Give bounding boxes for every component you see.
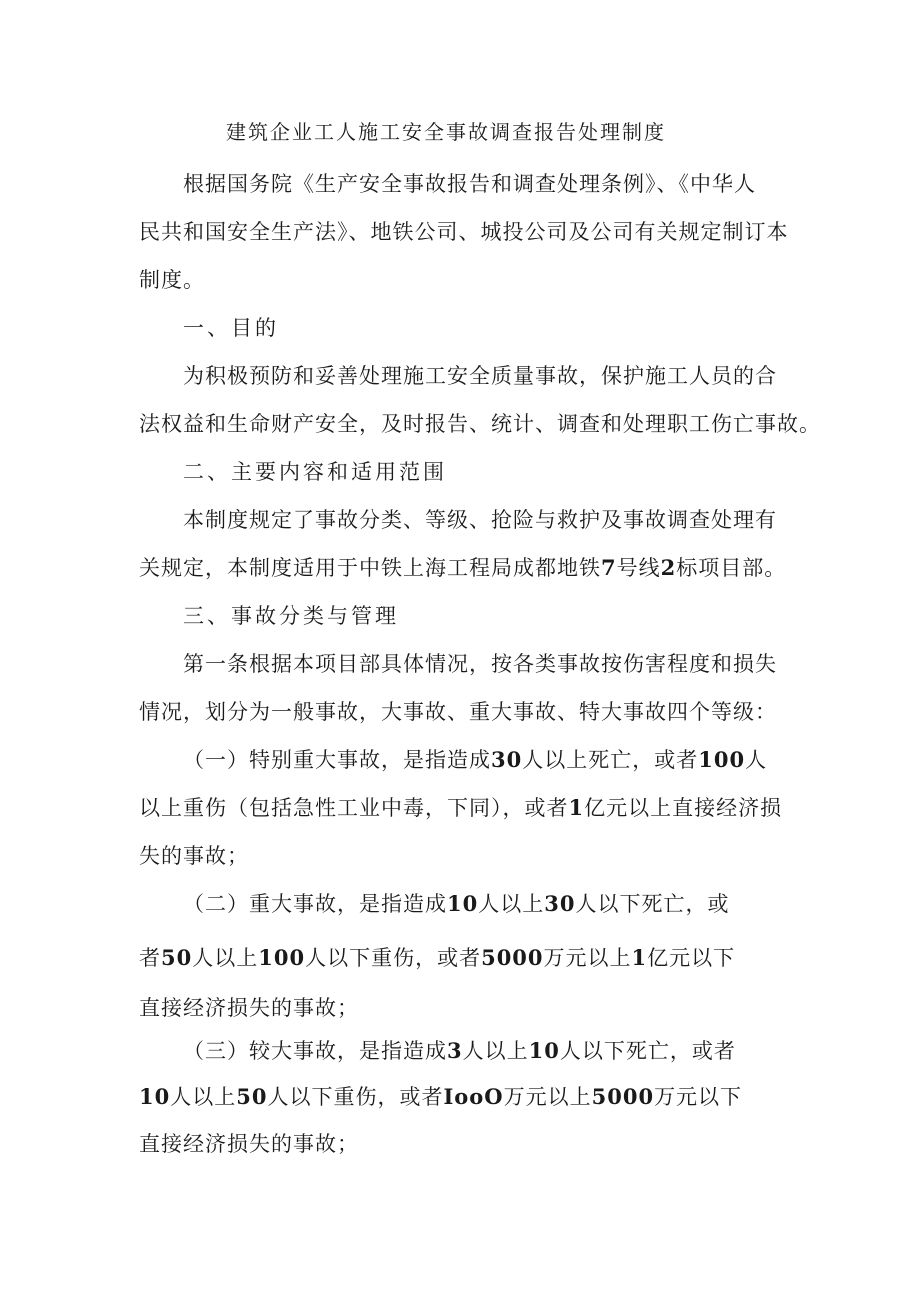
number: 2: [660, 555, 677, 580]
item-2-line-3: 直接经济损失的事故；: [139, 996, 359, 1020]
number: 10: [447, 891, 479, 916]
section-2-line-1: 本制度规定了事故分类、等级、抢险与救护及事故调查处理有: [183, 508, 777, 532]
number: 5000: [591, 1084, 655, 1109]
number: 100: [258, 945, 306, 970]
number: 7: [601, 555, 617, 580]
document-title: 建筑企业工人施工安全事故调查报告处理制度: [226, 120, 666, 144]
text-run: 人以下死亡，或者: [559, 1039, 736, 1063]
item-2-line-2: [139, 944, 735, 972]
number: 100: [698, 747, 746, 772]
number: 3: [447, 1038, 463, 1063]
section-1-line-2: 法权益和生命财产安全，及时报告、统计、调查和处理职工伤亡事故。: [139, 412, 821, 436]
text-run: 人以下重伤，或者: [305, 946, 482, 970]
text-run: 万元以下: [654, 1085, 743, 1109]
section-2-heading: 二、主要内容和适用范围: [183, 460, 447, 484]
text-run: 亿元以下: [647, 946, 736, 970]
intro-line-2: 民共和国安全生产法》、地铁公司、城投公司及公司有关规定制订本: [139, 220, 789, 244]
number: 1: [631, 945, 648, 970]
text-run: 人以上: [462, 1039, 529, 1063]
text-run: （一）特别重大事故，是指造成: [183, 748, 491, 772]
text-run: 人以上: [170, 1085, 237, 1109]
intro-line-1: 根据国务院《生产安全事故报告和调查处理条例》、《中华人: [183, 172, 756, 196]
text-run: 人以上: [192, 946, 259, 970]
item-3-line-3: 直接经济损失的事故；: [139, 1132, 359, 1156]
section-3-heading: 三、事故分类与管理: [183, 604, 399, 628]
text-run: 标项目部。: [676, 556, 787, 580]
text-run: 人以下死亡，或: [575, 892, 730, 916]
number: 10: [139, 1084, 171, 1109]
text-run: 以上重伤（包括急性工业中毒，下同），或者: [139, 796, 569, 820]
text-run: 号线: [616, 556, 661, 580]
text-run: 关规定，本制度适用于中铁上海工程局成都地铁: [139, 556, 601, 580]
text-run: 者: [139, 946, 161, 970]
section-1-line-1: 为积极预防和妥善处理施工安全质量事故，保护施工人员的合: [183, 364, 777, 388]
text-run: 万元以上: [543, 946, 632, 970]
text-run: 万元以上: [503, 1085, 592, 1109]
number: 30: [491, 747, 523, 772]
item-3-line-2: [139, 1083, 742, 1111]
text-run: 人: [745, 748, 768, 772]
intro-line-3: 制度。: [139, 268, 205, 292]
text-run: 亿元以上直接经济损: [584, 796, 783, 820]
text-run: 人以上死亡，或者: [522, 748, 699, 772]
number: 50: [236, 1084, 268, 1109]
item-3-line-1: [183, 1037, 736, 1065]
item-2-line-1: [183, 890, 729, 918]
section-1-heading: 一、目的: [183, 316, 279, 340]
section-2-line-2: [139, 554, 786, 582]
number: 30: [544, 891, 576, 916]
item-1-line-1: [183, 746, 767, 774]
number: IooO: [443, 1084, 504, 1109]
item-1-line-3: 失的事故；: [139, 844, 249, 868]
text-run: 人以下重伤，或者: [267, 1085, 444, 1109]
article-1-line-1: 第一条根据本项目部具体情况，按各类事故按伤害程度和损失: [183, 652, 777, 676]
number: 10: [528, 1038, 560, 1063]
item-1-line-2: [139, 794, 782, 822]
number: 50: [161, 945, 193, 970]
text-run: 人以上: [478, 892, 545, 916]
article-1-line-2: 情况，划分为一般事故，大事故、重大事故、特大事故四个等级：: [139, 700, 777, 724]
number: 5000: [481, 945, 544, 970]
text-run: （三）较大事故，是指造成: [183, 1039, 447, 1063]
text-run: （二）重大事故，是指造成: [183, 892, 447, 916]
number: 1: [568, 795, 585, 820]
